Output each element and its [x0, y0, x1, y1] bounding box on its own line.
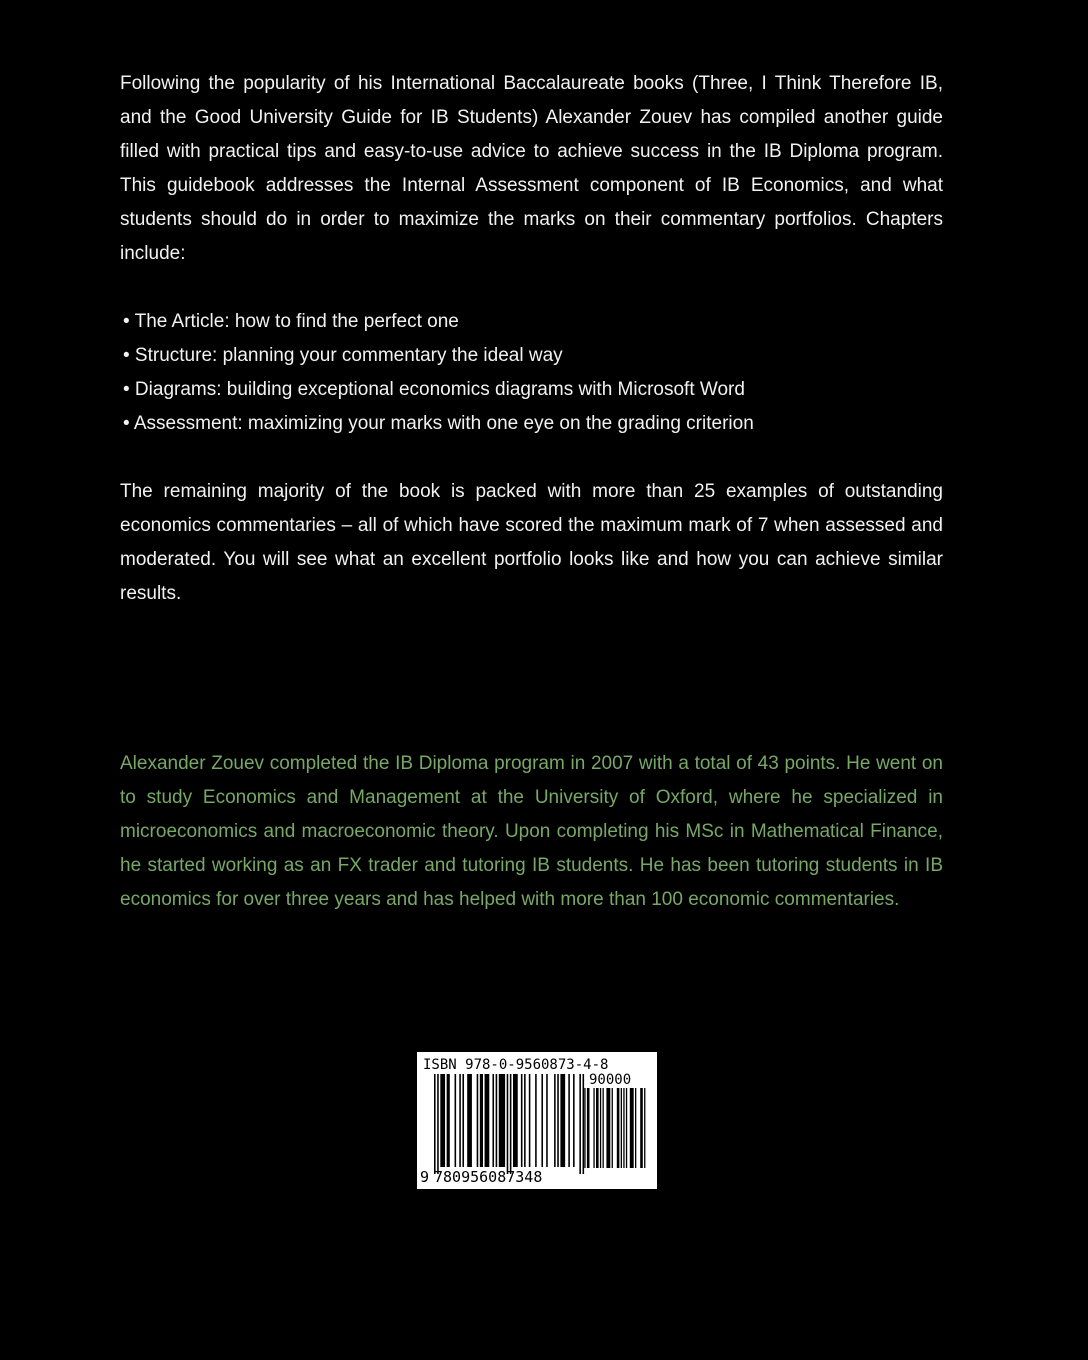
- addon-bar: [584, 1088, 585, 1168]
- addon-bar: [587, 1088, 590, 1168]
- barcode-bar: [583, 1074, 585, 1174]
- chapter-item-assessment: • Assessment: maximizing your marks with one eye on the grading criterion: [123, 413, 754, 434]
- barcode-bar: [557, 1074, 559, 1167]
- ean-lead-digit: 9: [420, 1168, 430, 1186]
- addon-bar: [626, 1088, 627, 1168]
- addon-bar: [612, 1088, 613, 1168]
- barcode-bar: [568, 1074, 570, 1167]
- addon-bar: [593, 1088, 594, 1168]
- barcode-bar: [492, 1074, 494, 1167]
- addon-bar: [603, 1088, 604, 1168]
- barcode-bar: [462, 1074, 464, 1167]
- barcode-bar: [510, 1074, 512, 1174]
- addon-bar: [617, 1088, 620, 1168]
- ean-digits: 780956087348: [434, 1168, 543, 1186]
- barcode-graphic: [417, 1052, 657, 1189]
- barcode-bar: [485, 1074, 490, 1167]
- barcode-bar: [459, 1074, 461, 1167]
- barcode-bar: [434, 1074, 436, 1174]
- price-code: 90000: [589, 1072, 632, 1088]
- chapter-item-diagrams: • Diagrams: building exceptional economics diagrams with Microsoft Word: [123, 379, 745, 400]
- chapter-item-article: • The Article: how to find the perfect one: [123, 311, 459, 332]
- addon-bar: [621, 1088, 622, 1168]
- barcode-bar: [507, 1074, 509, 1174]
- addon-bar: [623, 1088, 624, 1168]
- addon-bar: [644, 1088, 645, 1168]
- addon-bar: [606, 1088, 610, 1168]
- barcode-bar: [524, 1074, 526, 1167]
- barcode-bar: [529, 1074, 531, 1167]
- blurb-closing-paragraph: The remaining majority of the book is packed with more than 25 examples of outstanding economics commentaries – all of which have scored the maximum mark of 7 when assessed and moderated. You will see what an excellent portfolio looks like and how you can achieve similar results.: [120, 481, 943, 604]
- ean-bars: [434, 1074, 584, 1174]
- barcode-bar: [513, 1074, 518, 1167]
- barcode-bar: [440, 1074, 445, 1167]
- barcode-bar: [480, 1074, 483, 1167]
- addon-bar: [600, 1088, 601, 1168]
- addon-bar: [596, 1088, 599, 1168]
- barcode-bar: [455, 1074, 457, 1167]
- barcode-bar: [546, 1074, 548, 1167]
- barcode-bar: [521, 1074, 523, 1167]
- blurb-intro-paragraph: Following the popularity of his International Baccalaureate books (Three, I Think Therefore IB, and the Good University Guide for IB Students) Alexander Zouev has compiled another guide filled with practical tips and easy-to-use advice to achieve success in the IB Diploma program. This guidebook addresses the Internal Assessment component of IB Economics, and what students should do in order to maximize the marks on their commentary portfolios. Chapters include:: [120, 73, 943, 264]
- addon-bar: [635, 1088, 636, 1168]
- barcode-bar: [447, 1074, 450, 1167]
- addon-bars: [584, 1088, 645, 1168]
- barcode-bar: [496, 1074, 498, 1167]
- barcode-bar: [535, 1074, 537, 1167]
- isbn-label: ISBN 978-0-9560873-4-8: [423, 1057, 609, 1073]
- back-cover-blurb: [120, 67, 943, 611]
- barcode-bar: [554, 1074, 556, 1167]
- barcode-bar: [541, 1074, 543, 1167]
- barcode-bar: [560, 1074, 565, 1167]
- barcode-bar: [573, 1074, 575, 1167]
- chapter-item-structure: • Structure: planning your commentary the ideal way: [123, 345, 563, 366]
- chapter-list: [120, 305, 943, 441]
- addon-bar: [640, 1088, 643, 1168]
- barcode-bar: [579, 1074, 581, 1174]
- barcode-bar: [499, 1074, 505, 1167]
- barcode-bar: [477, 1074, 479, 1167]
- author-bio: Alexander Zouev completed the IB Diploma program in 2007 with a total of 43 points. He went on to study Economics and Management at the University of Oxford, where he specialized in microeconomics and macroeconomic theory. Upon completing his MSc in Mathematical Finance, he started working as an FX trader and tutoring IB students. He has been tutoring students in IB economics for over three years and has helped with more than 100 economic commentaries.: [120, 753, 943, 910]
- barcode-bar: [467, 1074, 472, 1167]
- addon-bar: [630, 1088, 634, 1168]
- barcode-bar: [437, 1074, 439, 1174]
- isbn-barcode: [417, 1052, 657, 1189]
